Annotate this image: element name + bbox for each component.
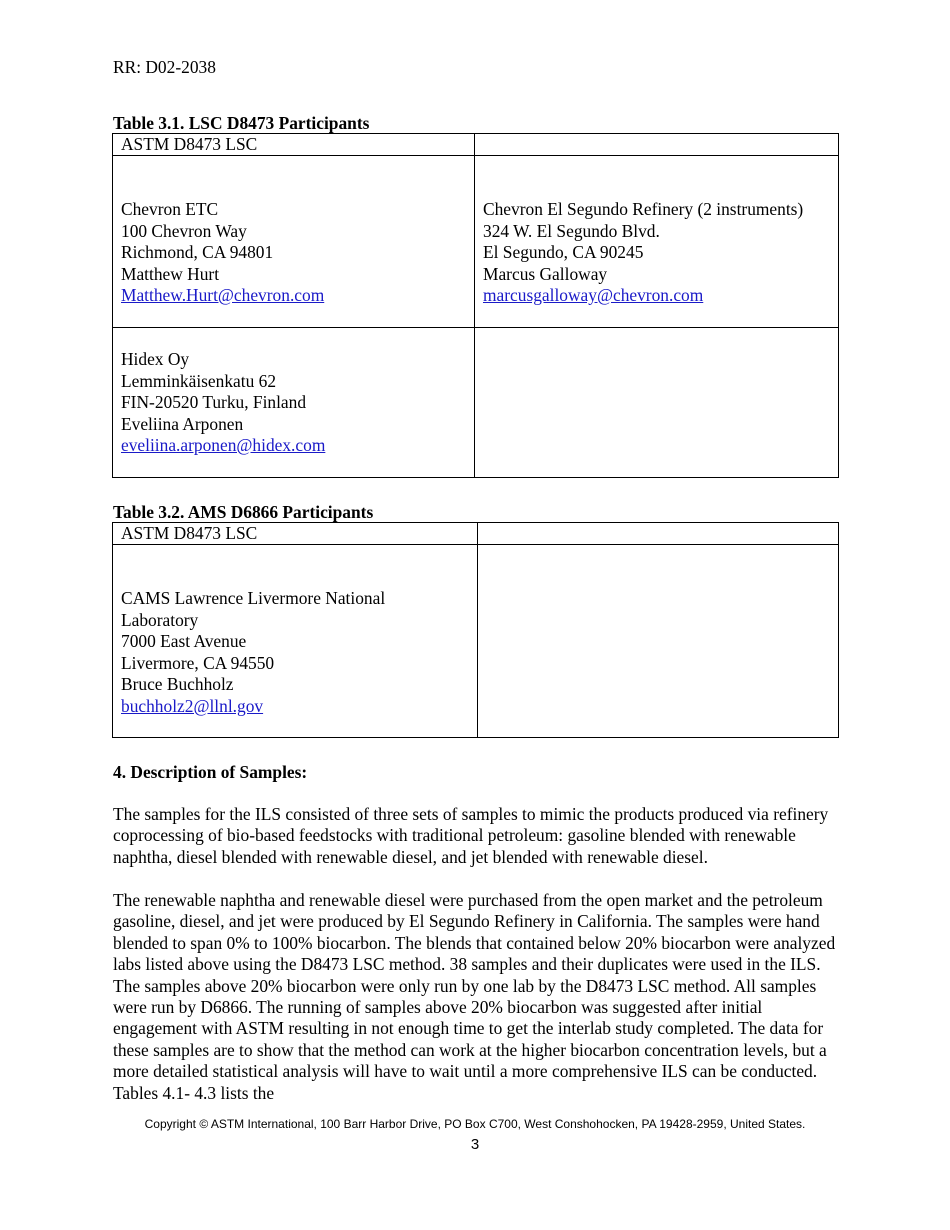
contact-name: Marcus Galloway [483, 263, 608, 284]
participant-chevron-etc [113, 156, 475, 328]
org-name-continued: Laboratory [121, 609, 199, 630]
table-3-1 [112, 133, 839, 478]
org-name: Chevron ETC [121, 199, 219, 219]
city-address: Richmond, CA 94801 [121, 242, 274, 262]
page-number: 3 [470, 1136, 480, 1153]
street-address: Lemminkäisenkatu 62 [121, 370, 277, 391]
email-link[interactable]: marcusgalloway@chevron.com [483, 285, 704, 305]
org-name: Chevron El Segundo Refinery (2 instruments) [483, 199, 804, 219]
org-name: Hidex Oy [121, 349, 190, 369]
contact-name: Bruce Buchholz [121, 674, 234, 694]
section-4-paragraph-2: The renewable naphtha and renewable diesel were purchased from the open market and the petroleum gasoline, diesel, and jet were produced by El Segundo Refinery in California. The samples were hand blended to span 0% to 100% biocarbon. The blends that contained below 20% biocarbon were analyzed labs listed above using the D8473 LSC method. 38 samples and their duplicates were used in the ILS. The samples above 20% biocarbon were only run by one lab by the D8473 LSC method. All samples were run by D6866. The running of samples above 20% biocarbon was suggested after initial engagement with ASTM resulting in not enough time to get the interlab study completed. The data for these samples are to show that the method can work at the higher biocarbon concentration levels, but a more detailed statistical analysis will have to wait until a more comprehensive ILS can be conducted. Tables 4.1- 4.3 lists the [113, 890, 836, 1103]
empty-cell [475, 328, 839, 478]
contact-name: Eveliina Arponen [121, 413, 244, 434]
street-address: 7000 East Avenue [121, 631, 247, 651]
copyright-footer: Copyright © ASTM International, 100 Barr Harbor Drive, PO Box C700, West Conshohocken, PA 19428-2959, United States. [144, 1117, 806, 1131]
street-address: 324 W. El Segundo Blvd. [483, 220, 660, 241]
participant-chevron-el-segundo [475, 156, 839, 328]
city-address: El Segundo, CA 90245 [483, 242, 644, 262]
table-3-2-caption: Table 3.2. AMS D6866 Participants [113, 502, 374, 522]
email-link[interactable]: eveliina.arponen@hidex.com [121, 435, 326, 455]
city-address: Livermore, CA 94550 [121, 652, 275, 673]
table-3-2 [112, 522, 839, 738]
empty-cell [478, 545, 839, 738]
street-address: 100 Chevron Way [121, 220, 247, 241]
section-4-title: 4. Description of Samples: [113, 762, 308, 782]
table-3-2-header-right [478, 523, 839, 545]
email-link[interactable]: buchholz2@llnl.gov [121, 695, 264, 716]
org-name: CAMS Lawrence Livermore National [121, 588, 386, 608]
table-3-1-header-right [475, 134, 839, 156]
table-3-1-caption: Table 3.1. LSC D8473 Participants [113, 113, 370, 133]
report-id: RR: D02-2038 [113, 57, 216, 77]
section-4-paragraph-1: The samples for the ILS consisted of three sets of samples to mimic the products produced via refinery coprocessing of bio-based feedstocks with traditional petroleum: gasoline blended with renewable naphtha, diesel blended with renewable diesel, and jet blended with renewable diesel. [113, 804, 829, 867]
email-link[interactable]: Matthew.Hurt@chevron.com [121, 285, 325, 305]
city-address: FIN-20520 Turku, Finland [121, 392, 307, 412]
contact-name: Matthew Hurt [121, 263, 220, 284]
table-3-1-header-left: ASTM D8473 LSC [113, 134, 475, 156]
participant-hidex [113, 328, 475, 478]
participant-cams-llnl [113, 545, 478, 738]
table-3-2-header-left: ASTM D8473 LSC [113, 523, 478, 545]
